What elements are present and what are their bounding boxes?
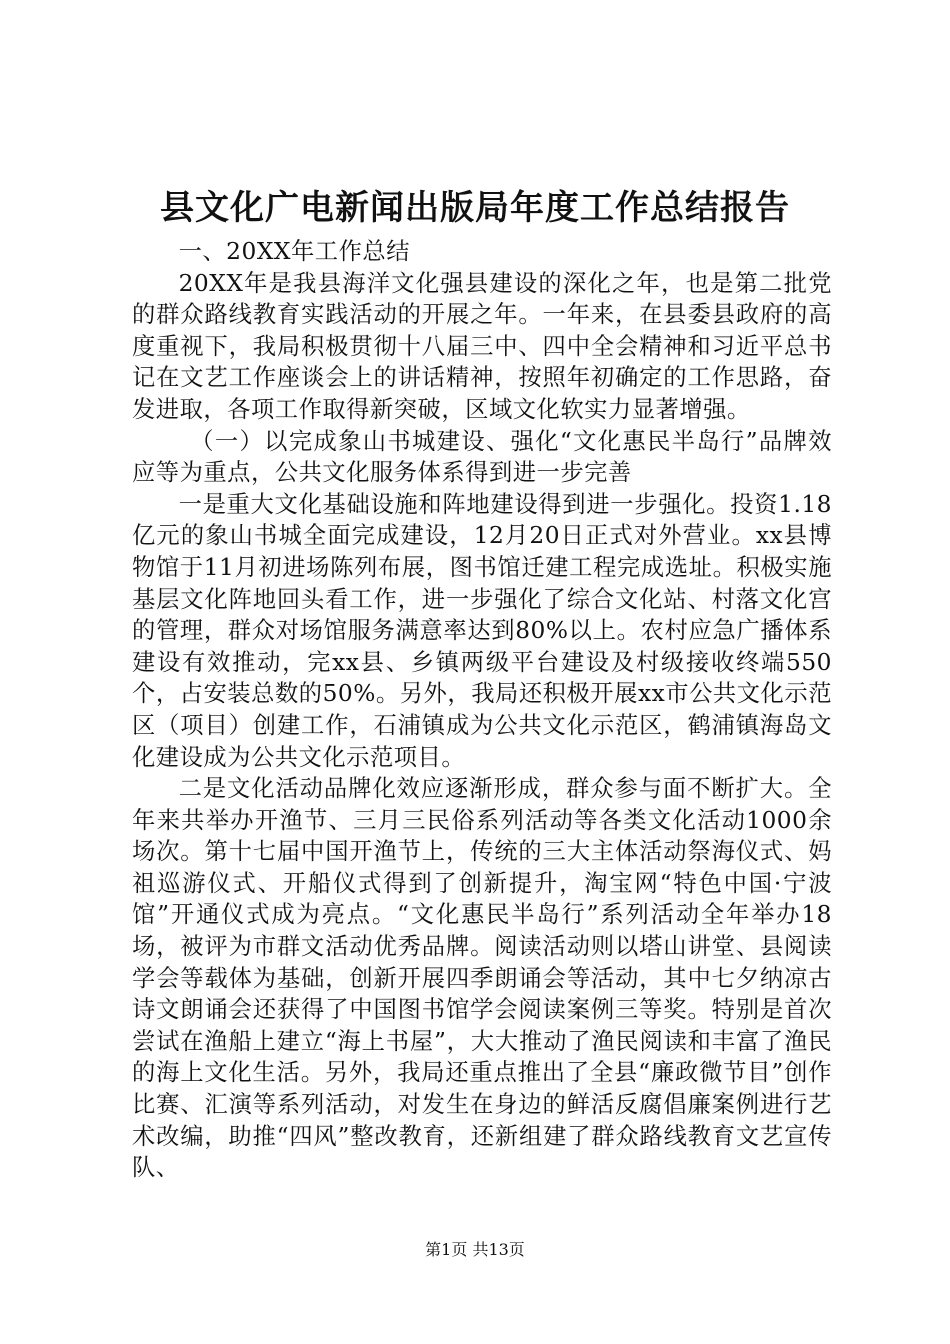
- section-heading: 一、20XX年工作总结: [178, 238, 410, 265]
- document-title: 县文化广电新闻出版局年度工作总结报告: [160, 188, 790, 228]
- document-body: [132, 236, 832, 1184]
- subsection-heading: （一）以完成象山书城建设、强化“文化惠民半岛行”品牌效应等为重点，公共文化服务体系得到进一步完善: [132, 427, 832, 487]
- paragraph-intro: 20XX年是我县海洋文化强县建设的深化之年，也是第二批党的群众路线教育实践活动的开展之年。一年来，在县委县政府的高度重视下，我局积极贯彻十八届三中、四中全会精神和习近平总书记在文艺工作座谈会上的讲话精神，按照年初确定的工作思路，奋发进取，各项工作取得新突破，区域文化软实力显著增强。: [132, 269, 832, 423]
- paragraph-activities: 二是文化活动品牌化效应逐渐形成，群众参与面不断扩大。全年来共举办开渔节、三月三民俗系列活动等各类文化活动1000余场次。第十七届中国开渔节上，传统的三大主体活动祭海仪式、妈祖巡游仪式、开船仪式得到了创新提升，淘宝网“特色中国·宁波馆”开通仪式成为亮点。“文化惠民半岛行”系列活动全年举办18场，被评为市群文活动优秀品牌。阅读活动则以塔山讲堂、县阅读学会等载体为基础，创新开展四季朗诵会等活动，其中七夕纳凉古诗文朗诵会还获得了中国图书馆学会阅读案例三等奖。特别是首次尝试在渔船上建立“海上书屋”，大大推动了渔民阅读和丰富了渔民的海上文化生活。另外，我局还重点推出了全县“廉政微节目”创作比赛、汇演等系列活动，对发生在身边的鲜活反腐倡廉案例进行艺术改编，助推“四风”整改教育，还新组建了群众路线教育文艺宣传队、: [132, 775, 832, 1182]
- paragraph-infrastructure: 一是重大文化基础设施和阵地建设得到进一步强化。投资1.18亿元的象山书城全面完成建设，12月20日正式对外营业。xx县博物馆于11月初进场陈列布展，图书馆迁建工程完成选址。积极实施基层文化阵地回头看工作，进一步强化了综合文化站、村落文化宫的管理，群众对场馆服务满意率达到80%以上。农村应急广播体系建设有效推动，完xx县、乡镇两级平台建设及村级接收终端550个，占安装总数的50%。另外，我局还积极开展xx市公共文化示范区（项目）创建工作，石浦镇成为公共文化示范区，鹤浦镇海岛文化建设成为公共文化示范项目。: [132, 490, 832, 771]
- page-footer: 第1页 共13页: [425, 1240, 525, 1259]
